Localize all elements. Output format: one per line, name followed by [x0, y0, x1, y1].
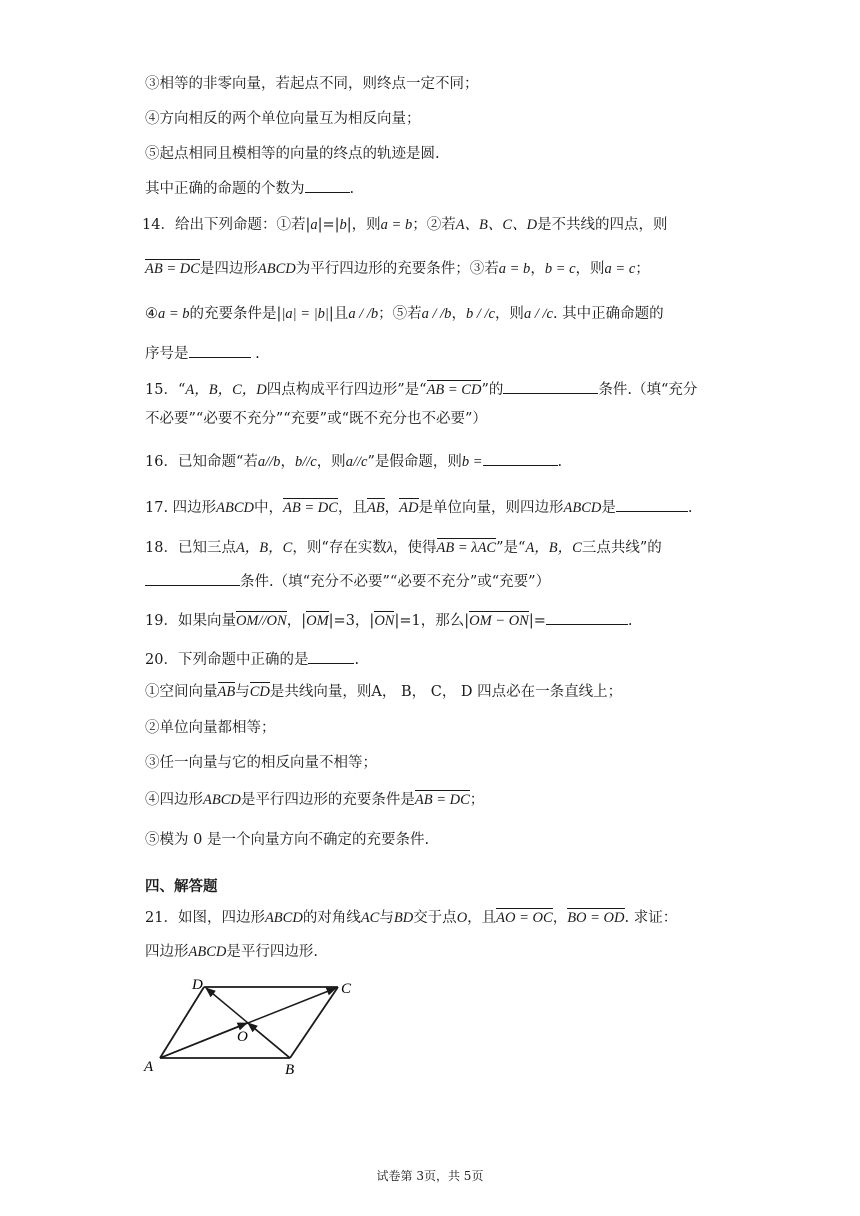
answer-blank	[145, 571, 240, 586]
question-20-item1: ①空间向量AB与CD是共线向量，则A， B， C， D 四点必在一条直线上；	[145, 684, 623, 700]
question-17: 17. 四边形ABCD中，AB = DC，且AB，AD是单位向量，则四边形ABCD是 .	[145, 497, 692, 518]
label-a: A	[144, 1059, 154, 1075]
text-line: 其中正确的命题的个数为 .	[145, 178, 354, 199]
question-20: 20．下列命题中正确的是 .	[145, 649, 359, 670]
question-14-line3: ④a = b的充要条件是||a| = |b||且a / /b；⑤若a / /b，b / /c，则a / /c. 其中正确命题的	[145, 306, 664, 322]
answer-blank	[308, 649, 354, 664]
text-line: ③相等的非零向量，若起点不同，则终点一定不同；	[145, 76, 479, 92]
question-19: 19．如果向量OM//ON，|OM|=3，|ON|=1，那么|OM − ON|= .	[145, 610, 633, 631]
text-line: ④方向相反的两个单位向量互为相反向量；	[145, 111, 421, 127]
question-14: 14．给出下列命题：①若|a|=|b|，则a = b；②若A、B、C、D是不共线的四点，则	[142, 217, 668, 233]
question-20-item2: ②单位向量都相等；	[145, 720, 276, 736]
label-d: D	[192, 977, 203, 993]
answer-blank	[483, 451, 558, 466]
answer-blank	[616, 497, 688, 512]
section-title: 四、解答题	[145, 878, 218, 895]
answer-blank	[546, 610, 628, 625]
question-21-line2: 四边形ABCD是平行四边形.	[145, 944, 318, 960]
vector-bo	[248, 1023, 290, 1058]
text-line: ⑤起点相同且模相等的向量的终点的轨迹是圆.	[145, 146, 440, 162]
question-18-line2: 条件.（填“充分不必要”“必要不充分”或“充要”）	[145, 571, 550, 592]
question-14-line4: 序号是 .	[145, 343, 260, 364]
edge-bc	[290, 987, 338, 1058]
answer-blank	[189, 343, 251, 358]
question-15-line2: 不必要”“必要不充分”“充要”或“既不充分也不必要”）	[145, 411, 487, 427]
question-20-item3: ③任一向量与它的相反向量不相等；	[145, 755, 377, 771]
question-18: 18．已知三点A，B，C，则“存在实数λ，使得AB = λAC”是“A，B，C三点共线”的	[145, 540, 662, 556]
question-15: 15．“A，B，C，D四点构成平行四边形”是“AB = CD”的 条件.（填“充分	[145, 379, 697, 400]
answer-blank	[305, 178, 350, 193]
label-b: B	[285, 1062, 295, 1078]
question-20-item5: ⑤模为 0 是一个向量方向不确定的充要条件.	[145, 832, 430, 848]
label-c: C	[341, 981, 352, 997]
page-footer: 试卷第 3页，共 5页	[376, 1169, 484, 1183]
vector-ao	[160, 1023, 247, 1058]
parallelogram-figure	[140, 975, 370, 1080]
question-20-item4: ④四边形ABCD是平行四边形的充要条件是AB = DC；	[145, 792, 485, 808]
label-o: O	[237, 1029, 248, 1045]
edge-ad	[160, 987, 204, 1058]
question-14-line2: AB = DC是四边形ABCD为平行四边形的充要条件；③若a = b，b = c，则a = c；	[145, 261, 650, 277]
question-16: 16．已知命题“若a//b，b//c，则a//c”是假命题，则b = .	[145, 451, 562, 472]
answer-blank	[503, 379, 598, 394]
question-21: 21．如图，四边形ABCD的对角线AC与BD交于点O，且AO = OC，BO = OD. 求证：	[145, 910, 678, 926]
